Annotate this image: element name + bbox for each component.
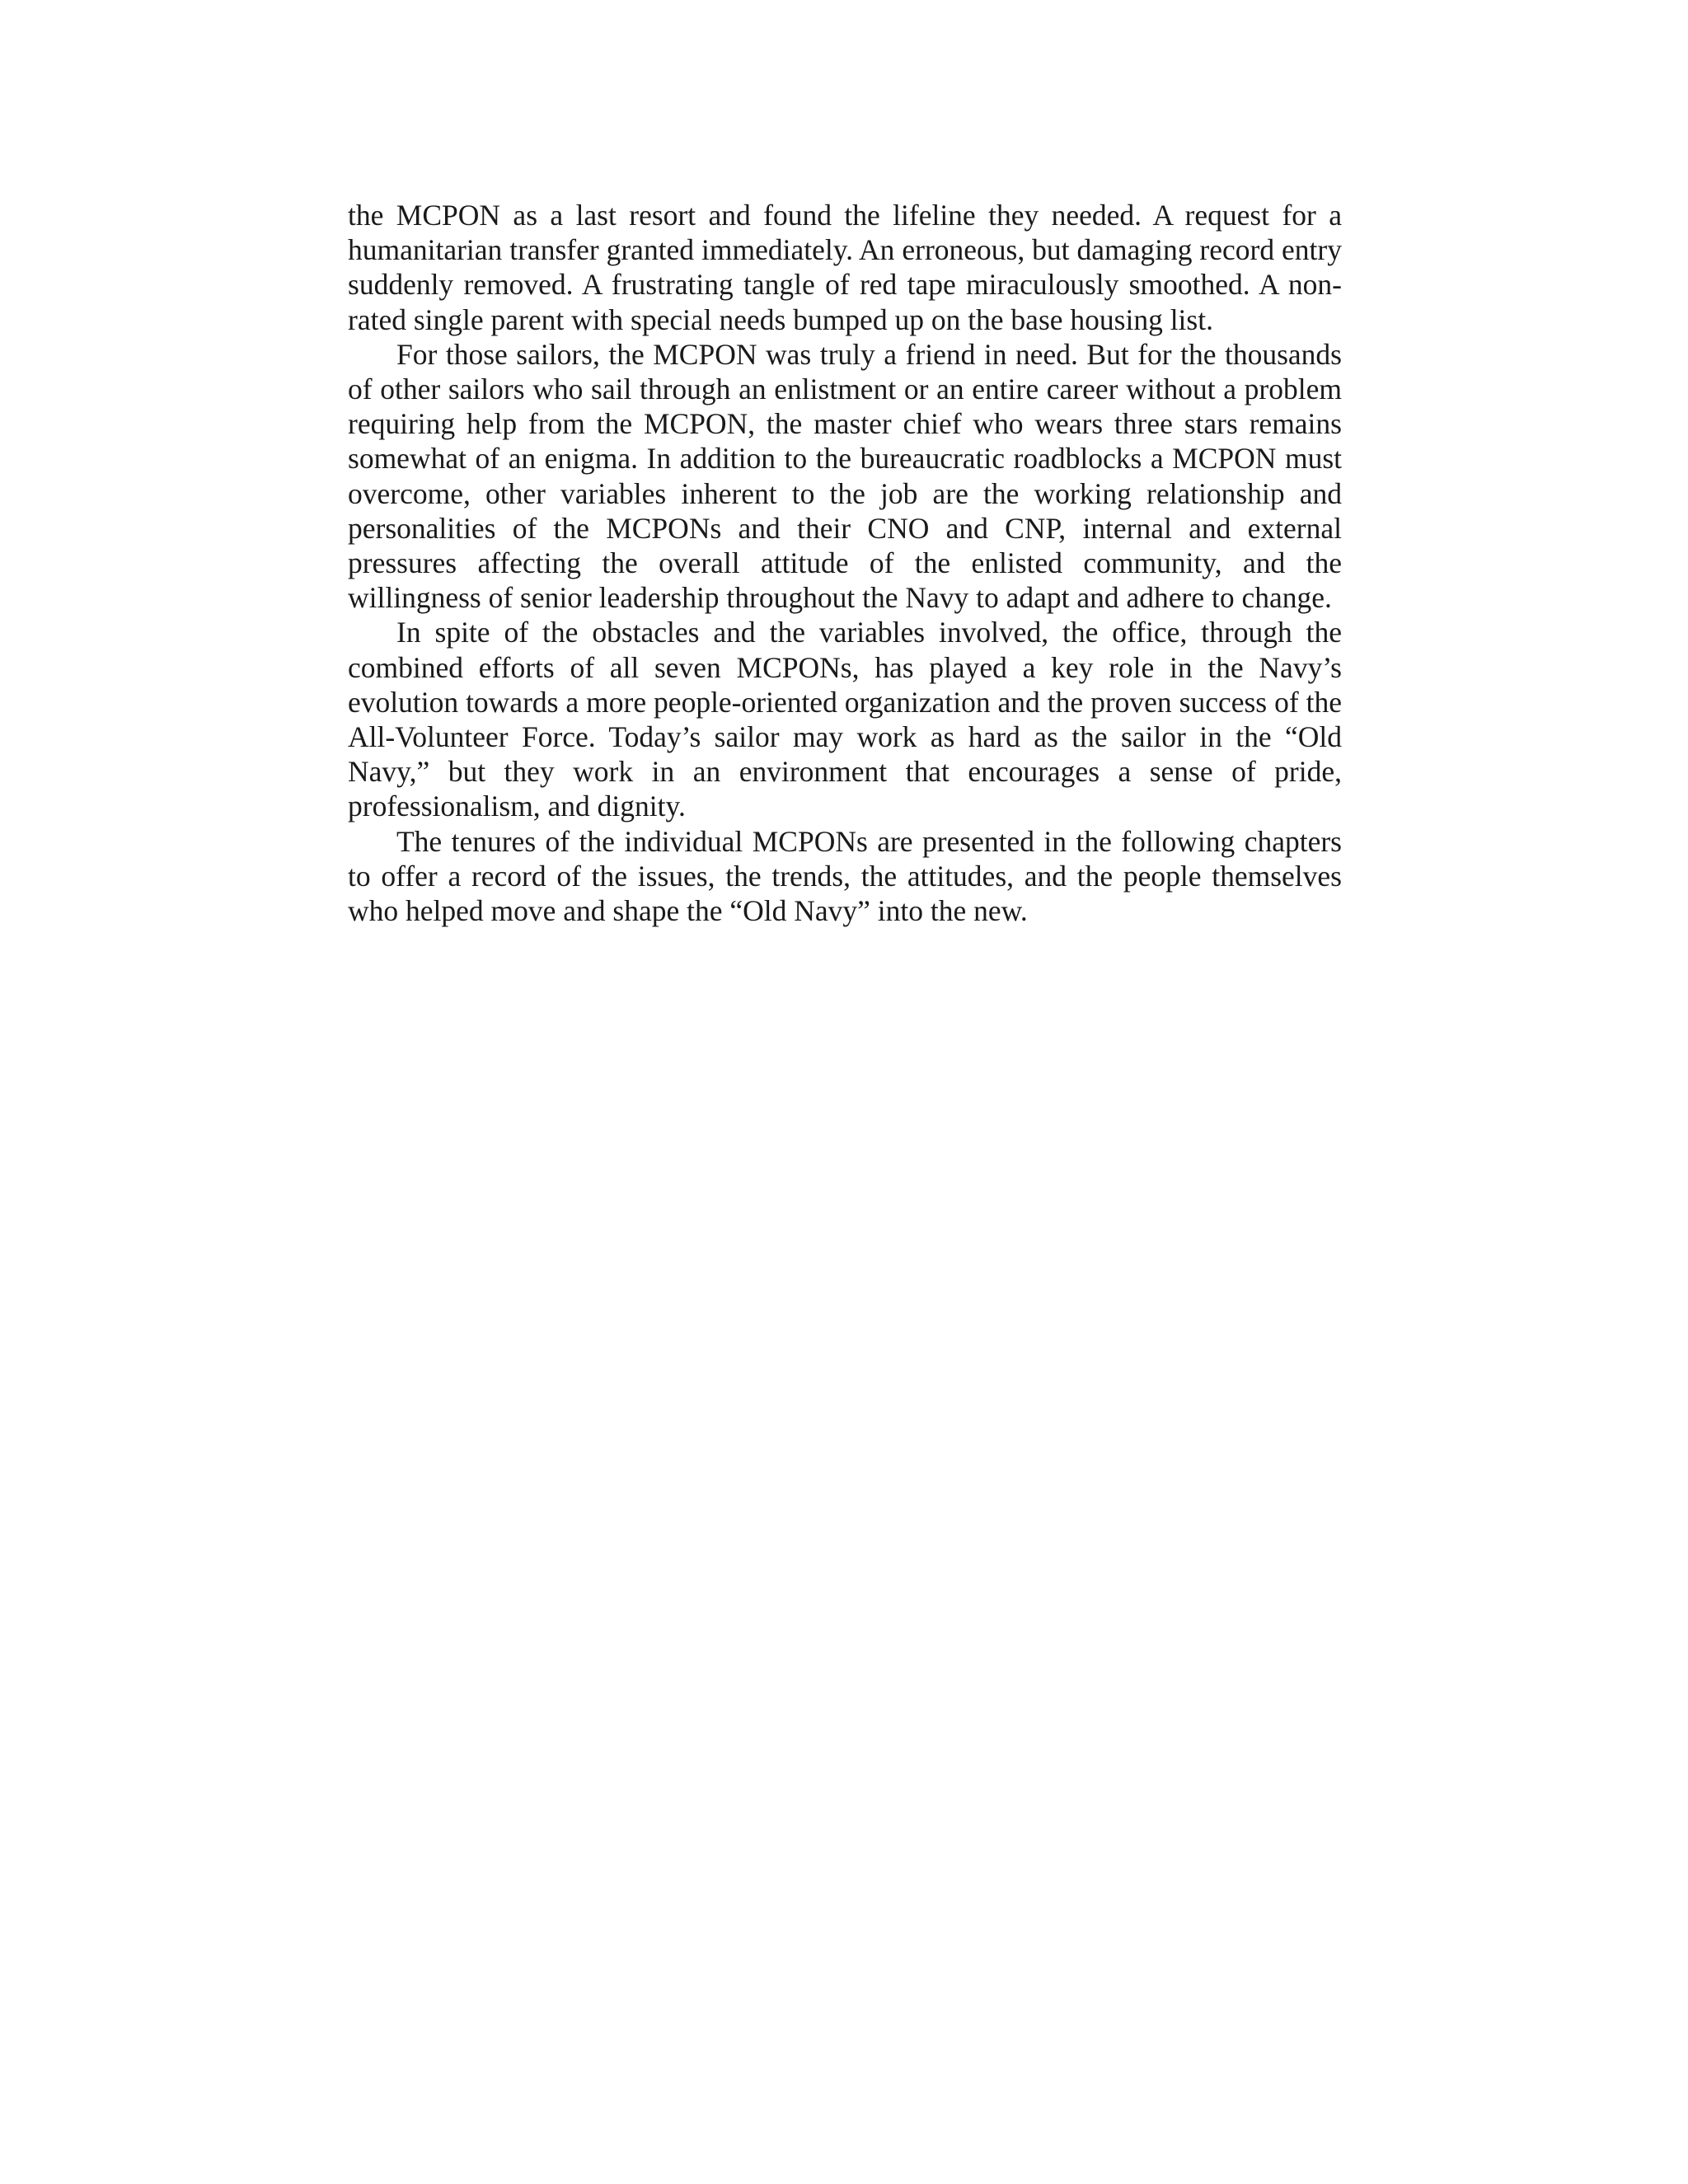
paragraph-continued: the MCPON as a last resort and found the lifeline they needed. A request for a humanitarian transfer granted immediately. An erroneous, but damaging record entry suddenly removed. A frustrating tangle of red tape miraculously smoothed. A non-rated single parent with special needs bumped up on the base housing list. (348, 199, 1342, 336)
paragraph: In spite of the obstacles and the variables involved, the office, through the combined efforts of all seven MCPONs, has played a key role in the Navy’s evolution towards a more people-oriented organization and the proven success of the All-Volunteer Force. Today’s sailor may work as hard as the sailor in the “Old Navy,” but they work in an environment that encourages a sense of pride, professionalism, and dignity. (348, 616, 1342, 823)
body-text (348, 198, 1342, 928)
paragraph: The tenures of the individual MCPONs are presented in the following chapters to offer a record of the issues, the trends, the attitudes, and the people themselves who helped move and shape the “Old Navy” into the new. (348, 824, 1342, 928)
paragraph: For those sailors, the MCPON was truly a friend in need. But for the thousands of other sailors who sail through an enlistment or an entire career without a problem requiring help from the MCPON, the master chief who wears three stars remains somewhat of an enigma. In addition to the bureaucratic roadblocks a MCPON must overcome, other variables inherent to the job are the working relationship and personalities of the MCPONs and their CNO and CNP, internal and external pressures affecting the overall attitude of the enlisted community, and the willingness of senior leadership throughout the Navy to adapt and adhere to change. (348, 337, 1342, 615)
